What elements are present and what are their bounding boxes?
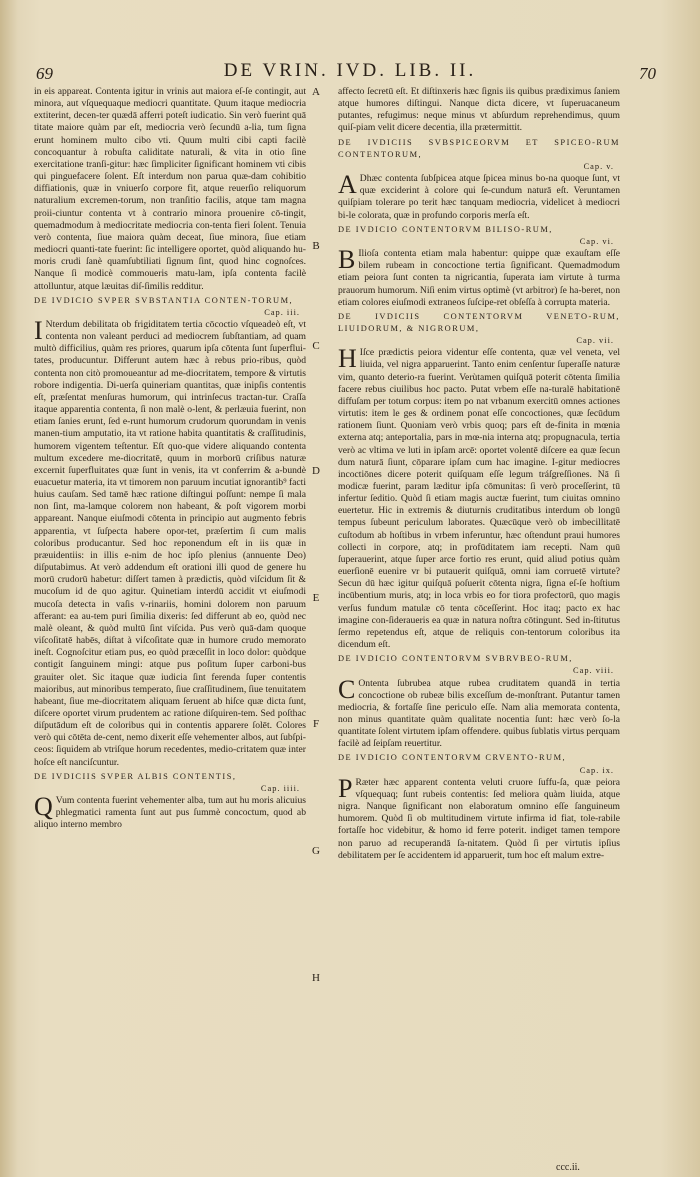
running-title: DE VRIN. IVD. LIB. II. [223, 60, 477, 81]
paragraph [34, 315, 307, 769]
chapter-number: Cap. v. [583, 161, 614, 171]
paragraph [34, 792, 306, 831]
paragraph: in eis appareat. Contenta igitur in vrinis aut maiora eſ-ſe contingit, aut minora, aut vſquequaque mediocri quantitate. Quum itaque mediocria extiterint, decen-ter quædā afferri poteſt iudicatio. Sin verò fuerint quā titate maiore quàm par eſt, mediocria verò ſecundū a-lia, tum ſigna erunt hominem multo cibo vti. Quum multi cibi capti facilè concoquantur à robuſta caliditate naturali, & vita in otio ſine exercitatione tranſi-gitur: hæc ſimpliciter ſignificant hominem vti cibis qui pinguefacere ſolent. Eſt interdum non parua quæ-dam cohibitio diffiationis, quæ in vniuerſo corpore fit, atque reuerſio reliquorum naturalium excremen-torum, non tranſitio facilis, atque tam magna proii-ciuntur contenta vt à contrario minora prouenire cō-tingit, quemadmodum à mediocritate mediocria con-tenta fieri ſolent. Tenuia verò contenta, ſiue maiora quàm deceat, ſiue minora, ſiue etiam mediocri quanti-tate fuerint: ſic intelligere oportet, quòd aliquando hu-moris crudi ſanè quamſubtiliati ſignum ſint, quod hinc cognoſces. Nanque ſi modicè commoueris matu-lam, ipſa contenta facilè attolluntur, atque læuitas diſ-ſimilis redditur. [34, 86, 306, 292]
section-heading: DE IVDICIIS SVBSPICEORVM ET SPICEO-RUM CONTENTORUM, [338, 137, 620, 159]
drop-cap-letter: A [338, 170, 357, 200]
right-column [338, 86, 620, 862]
paragraph-text: Nterdum debilitata ob frigiditatem tertia cōcoctio vſqueadeò eſt, vt contenta non valeant perduci ad mediocrem ſubſtantiam, ad quam multò difficilius, quàm res priores, quarum ipſa cōtenta ſunt ſuperflui-tates, producuntur. Differunt autem hæc à rebus prio-ribus, quòd contenta non citò promoueantur ad me-diocritatem, tempore & virtutis robore indigentia. Di-uerſa quineriam quantitas, quæ inipſis contentis eſt, præſentat menſuras humorum, qui intrinſecus tractan-tur. Craſſa itaque apparentia contenta, ſi non malè o-lent, & perlæuia fuerint, non etiam ſanies erunt, ſed e-runt humorum crudorum quorundam in venis manen-tium amputatio, ita vt ratione habita quantitatis & craſſitudinis, humorem vigentem teſtentur. Eſt quo-que videre aliquando contenta multum excedere me-diocritatē, quum in morborū criſibus naturæ excernit ſuperfluitates quæ ſunt in venis, ita vt conferrim & a-bundè euacuetur materia, ita vt timorem non paruum incutiat ignorantib⁹ facti huius cauſam. Sed tamē hæc ratione diſtingui poſſunt: nempe ſi mala non ſint, ma-lamque colorem non habeant, & poſt vigorem morbi appareant. Nanque eiuſmodi cōtenta in principio aut augmento febris apparentia, vt ſuſpecta habere opor-tet, præſertim ſi cum malis coloribus producantur. Sed hoc reponendum eſt in iis quæ in præuidentiis: in illis e-nim de hoc ipſo plenius (annuente Deo) diſputabimus. At verò addendum eſt orationi illi quod de genere hu morū crudorū habetur: diſſert tamen à prædictis, quòd viſcidum ſit & mucoſum id de quo agitur. Quinetiam interdū accidit vt eiuſmodi mucoſa detecta in vaſis v-rinariis, homini dolorem non paruum afferant: ea au-tem puri ſimilia dixeris: ſed differunt ab eo, quòd nec malè oleant, & quòd multū ſint viſcida. Pus verò quā-dam quoque viſcoſitatē habēs, diſtat à viſcoſitate quæ in humore crudo memorato ineſt. Cognoſcitur etiam pus, eo quòd præceſſit in loco dolor: quòdque contigit ſanguinem mingi: atque pus poſitum ſuper carboni-bus grauiter olet. Sic itaque quæ iudicia ſint ferenda ſuper contentis maioribus, aut minoribus temperato, ſiue craſſitudinem, ſiue tenuitatem habeant, ſiue me-diocritatem aliquam ſeruent ab hiſce quæ dicta ſunt, diſcere oportet virum prudentem ac ratione diſquiren-tem. Sed poſthac diſputādum eſt de coloribus qui in contentis apparere ſolēt. Colores verò qui cōtēta de-cent, nemo dixerit eſſe vehementer albos, aut ſubſpi-ceos: ſiquidem ab vtriſque horum recedentes, medio-critatem quæ inter hoſce eſt nanciſcuntur. [34, 318, 307, 768]
section-heading: DE IVDICIIS CONTENTORVM VENETO-RUM, LIUIDORUM, & NIGRORUM, [338, 311, 620, 333]
paragraph: affecto ſecretū eſt. Et diſtinxeris hæc ſignis iis quibus prædiximus ſaniem atque humores diſtingui. Nanque dicta dicere, vt ſuperuacaneum putantes, refugimus: neque minus vt abſurdum reprehendimus, quum quiſ-piam velit dicere decentia, illa prætermittit. [338, 86, 620, 134]
paragraph-text: Iſce prædictis peiora videntur eſſe contenta, quæ vel veneta, vel liuida, vel nigra apparuerint. Tanto enim cenſentur ſuperaſſe naturæ vim, quanto deterio-ra fuerint. Verùtamen quiſquā poterit cōtenta ſimilia facere rebus ciuilibus hoc pacto. Putat vrbem eſſe na-turalē habitationē diffuſam per totum corpus: item po nat vrbanum exercitū omnes actiones virtutis: item le ges & ordinem ponat eſſe concoctiones, quæ ſecūdum rationem ſiunt. Quoniam verò vrbis quoq; pars eſt de-finita in mœnia externa atq; anteportalia, pars in mœ-nia interna atq; propugnacula, tertia verò ac vltima ve luti in ipſam arcē: oportet volentē diſcere ea quæ ſecun dum naturā ſiunt, cōparare ipſam cum hac imagine. I-gitur mediocres incoctiōnes dicere poterit quiſquam eſſe legum tráſgreſſiones. Nā ſi modicæ fuerint, param læditur ipſa cōmunitas: ſi verò proceſſerint, tū infertur ſeditio. Quòd ſi etiam magis auctæ fuerint, tum ciuitas omnino euertetur. Hic in extremis & diuturnis cruditatibus interdum ob longū tempus ſubeunt periculum laborates. Quæcūque verò ob imbecillitatē cuſtodum ab hoſtibus in vrbem inferuntur, hæc oſtendunt praui humores collecti in corpore, atq; in profūditatem iam recepti. Nam quū ſuperauerint, atque ſuper arce fortio res erunt, quid aliud potius quàm euerſionē euenire vr bi putauerit quiſquā, omni iam corruetē virtute? Secun dū hæc igitur quiſquā poſuerit cōtenta nigra, ſigna eſ-ſe hoſtium incūbentium muris, atq; in loca vrbis eo for tiora profectorū, quo magis verſus fundum matulæ cō tenta cōceſſerint. Hoc itaq; pacto ex hac imagine con-ſideraueris ea quæ in natura noſtra cōtingunt. Sed in-ſtitutus ſermo repetendus eſt, atque de reliquis con-tentorum coloribus ita dicendum eſt. [338, 347, 620, 651]
chapter-number: Cap. vii. [576, 336, 614, 346]
margin-letter: B [312, 240, 320, 252]
chapter-number: Cap. vi. [579, 236, 614, 246]
paragraph-text: Ontenta ſubrubea atque rubea cruditatem quandā in tertia concoctione ob rubeæ bilis exceſſum de-monſtrant. Putantur tamen mediocria, & fortaſſe ſine periculo eſſe. Nam alia memorata contenta, non minus quantitate quàm qualitate nocentia ſunt: hæc verò ſo-la quantitate ſolent virtutem ipſam offendere. quibus ſublatis virtus perquam facilè ad ſeipſam reuertitur. [338, 677, 620, 750]
paragraph [338, 773, 620, 862]
left-page-number: 69 [36, 64, 53, 83]
paragraph-text: Dhæc contenta ſubſpicea atque ſpicea minus bo-na quoque ſunt, vt quæ exciderint à colore qui ſe-cundum naturā eſt. Veruntamen quiſpiam tolerare po terit hæc tanquam mediocria, videlicet à mediocri bi-le colorata, quæ in profundo corporis merſa eſt. [338, 173, 620, 221]
paragraph-text: Ræter hæc apparent contenta veluti cruore ſuffu-ſa, quæ peiora vſquequaq; ſunt rubeis contentis: ſed meliora quàm liuida, atque nigra. Nanque ſignificant non elaboratum omnino eſſe ſanguineum humorem. Quòd ſi ob multitudinem virtute infirma id fiat, tole-rabile fortaſſe hoc videbitur, & homo id ferre poterit. indiget tamen tempore non paruo ad recuperandā ſa-nitatem. Quòd ſi per virtutis ipſius debilitatem per ſe accidentem id apparuerit, tum hoc eſt malum extre- [338, 776, 620, 861]
paragraph [338, 245, 620, 309]
drop-cap-letter: C [338, 674, 356, 704]
left-column [34, 86, 306, 832]
section-heading: DE IVDICIO CONTENTORVM BILISO-RUM, [338, 224, 553, 234]
signature-mark: ccc.ii. [556, 1162, 580, 1173]
paragraph-text: Ilioſa contenta etiam mala habentur: quippe quæ exauſtam eſſe bilem rubeam in concoctione tertia ſignificant. Quemadmodum etiam peiora ſunt conten ta nigricantia, ſuperata iam virtute à turma prauorum humorum. Niſi enim virtus optimè (vt arbitror) ſe ha-beret, non etiam colores eiuſmodi extraneos ſuſcipe-ret obſeſſa à corrupta materia. [338, 248, 620, 308]
chapter-number: Cap. viii. [573, 666, 614, 676]
drop-cap-letter: I [34, 315, 43, 345]
drop-cap-letter: Q [34, 792, 53, 822]
paragraph [338, 170, 620, 222]
margin-letter: E [312, 592, 320, 604]
paragraph [338, 674, 620, 751]
drop-cap-letter: B [338, 245, 356, 275]
chapter-number: Cap. ix. [579, 765, 614, 775]
section-heading: DE IVDICIO CONTENTORVM CRVENTO-RUM, [338, 753, 567, 763]
chapter-number: Cap. iii. [264, 307, 300, 317]
drop-cap-letter: P [338, 773, 353, 803]
margin-letter: D [312, 465, 320, 477]
margin-letter: C [312, 340, 320, 352]
margin-letter: G [312, 845, 320, 857]
margin-letter: F [312, 718, 320, 730]
running-header [0, 60, 700, 86]
section-heading: DE IVDICIIS SVPER ALBIS CONTENTIS, [34, 771, 237, 781]
margin-letter: H [312, 972, 320, 984]
paragraph [338, 344, 620, 651]
right-page-number: 70 [639, 64, 656, 83]
margin-letter: A [312, 86, 320, 98]
paragraph-text: Vum contenta fuerint vehementer alba, tum aut hu moris alicuius phlegmatici ramenta ſunt aut pus ſummè concoctum, quod ab aliquo interno membro [34, 795, 306, 831]
chapter-number: Cap. iiii. [260, 783, 300, 793]
section-heading: DE IVDICIO CONTENTORVM SVBRVBEO-RUM, [338, 654, 573, 664]
section-heading: DE IVDICIO SVPER SVBSTANTIA CONTEN-TORUM, [34, 295, 294, 305]
drop-cap-letter: H [338, 344, 357, 374]
